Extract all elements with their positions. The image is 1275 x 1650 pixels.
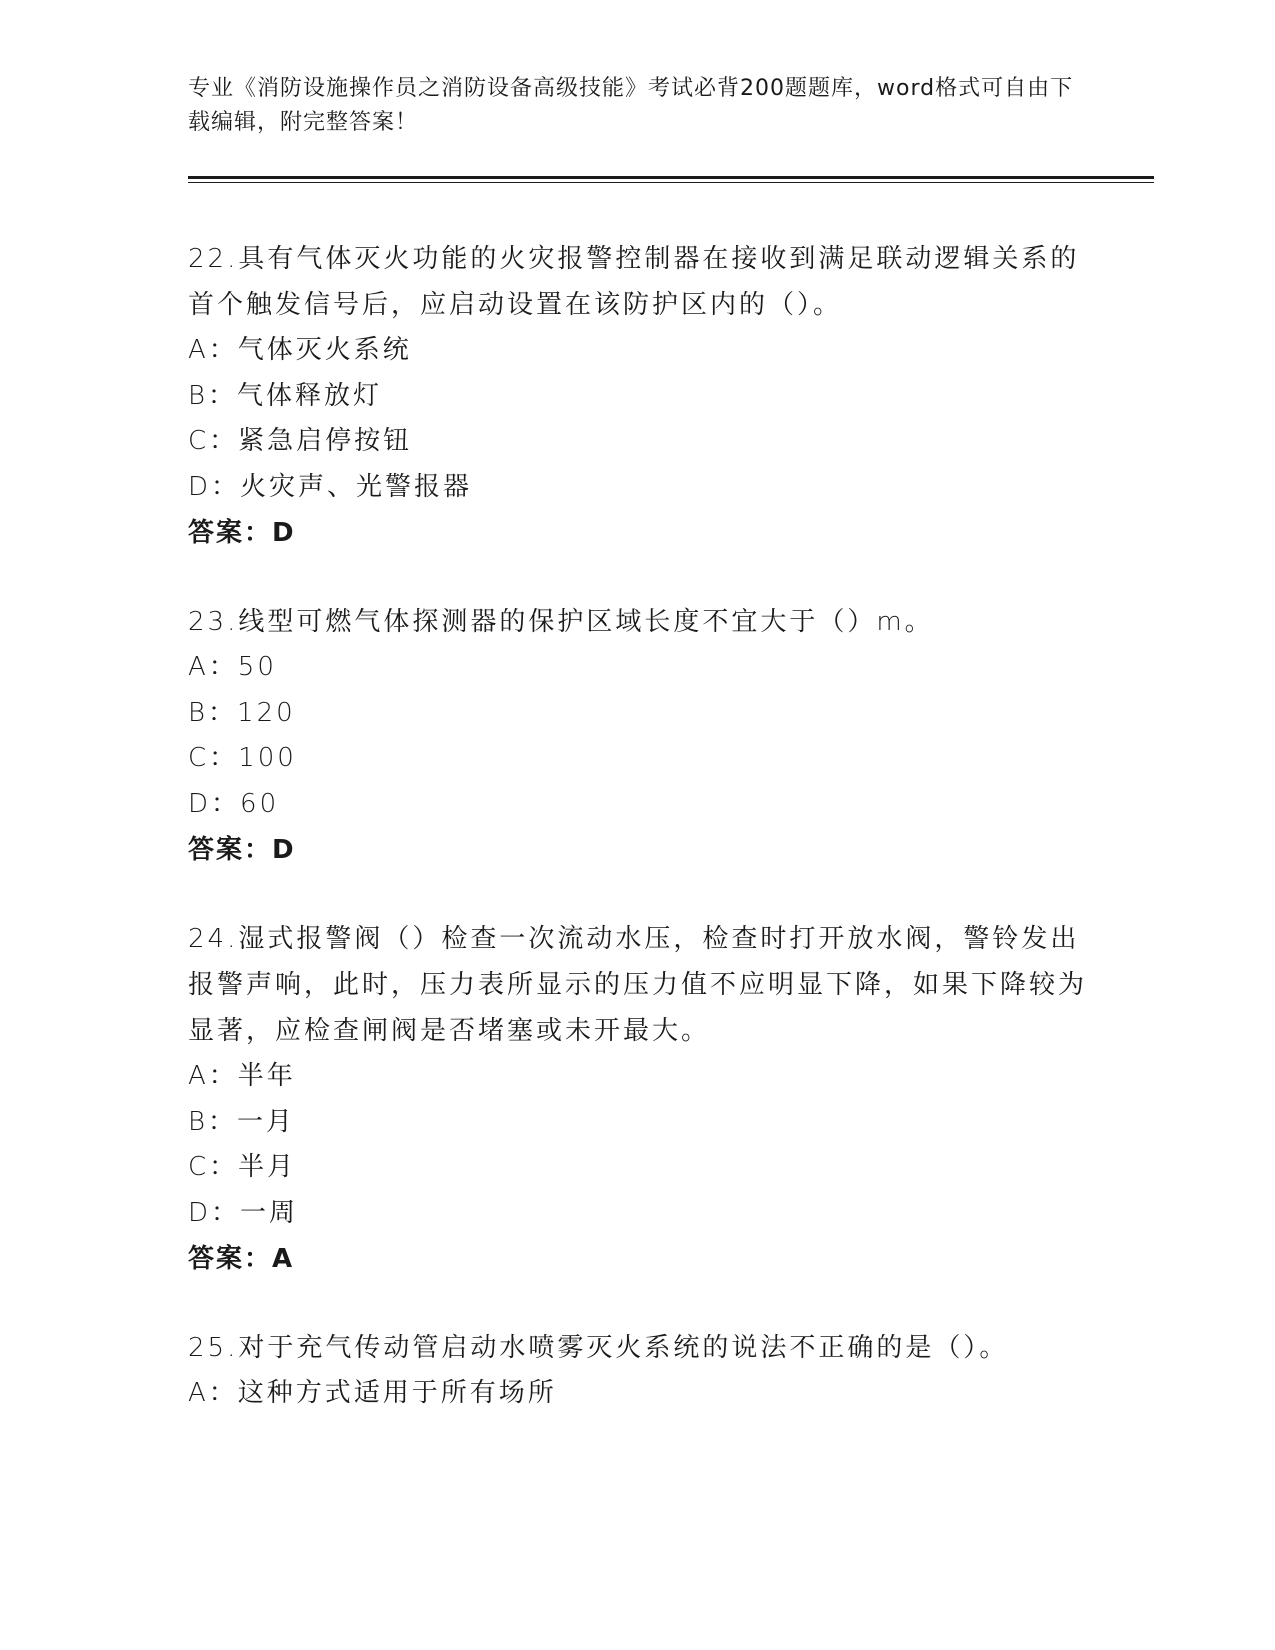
question-list <box>188 236 1088 1460</box>
option-b: B：120 <box>188 697 296 728</box>
option-c: C：半月 <box>188 1152 297 1182</box>
option-d: D：火灾声、光警报器 <box>188 471 473 502</box>
header-divider-thin <box>188 182 1154 183</box>
option-a: A：气体灭火系统 <box>188 335 412 365</box>
option-d: D：60 <box>188 788 280 819</box>
answer-text: 答案：A <box>188 1244 295 1274</box>
question-text: 22.具有气体灭火功能的火灾报警控制器在接收到满足联动逻辑关系的首个触发信号后，应启动设置在该防护区内的（）。 <box>188 244 1080 320</box>
question-23 <box>188 599 1088 873</box>
header-divider <box>188 176 1154 179</box>
question-25 <box>188 1325 1088 1417</box>
question-text: 24.湿式报警阀（）检查一次流动水压，检查时打开放水阀，警铃发出报警声响，此时，压力表所显示的压力值不应明显下降，如果下降较为显著，应检查闸阀是否堵塞或未开最大。 <box>188 924 1088 1046</box>
option-a: A：50 <box>188 652 277 682</box>
option-b: B：一月 <box>188 1106 296 1137</box>
question-24 <box>188 916 1088 1282</box>
question-text: 23.线型可燃气体探测器的保护区域长度不宜大于（）m。 <box>188 607 934 637</box>
option-a: A：半年 <box>188 1061 296 1091</box>
option-a: A：这种方式适用于所有场所 <box>188 1378 557 1408</box>
option-d: D：一周 <box>188 1197 299 1228</box>
option-c: C：紧急启停按钮 <box>188 426 413 456</box>
question-text: 25.对于充气传动管启动水喷雾灭火系统的说法不正确的是（）。 <box>188 1333 1009 1363</box>
question-22 <box>188 236 1088 556</box>
answer-text: 答案：D <box>188 835 296 865</box>
option-b: B：气体释放灯 <box>188 380 383 411</box>
option-c: C：100 <box>188 743 297 773</box>
answer-text: 答案：D <box>188 518 296 548</box>
document-header: 专业《消防设施操作员之消防设备高级技能》考试必背200题题库，word格式可自由下载编辑，附完整答案！ <box>188 76 1074 135</box>
